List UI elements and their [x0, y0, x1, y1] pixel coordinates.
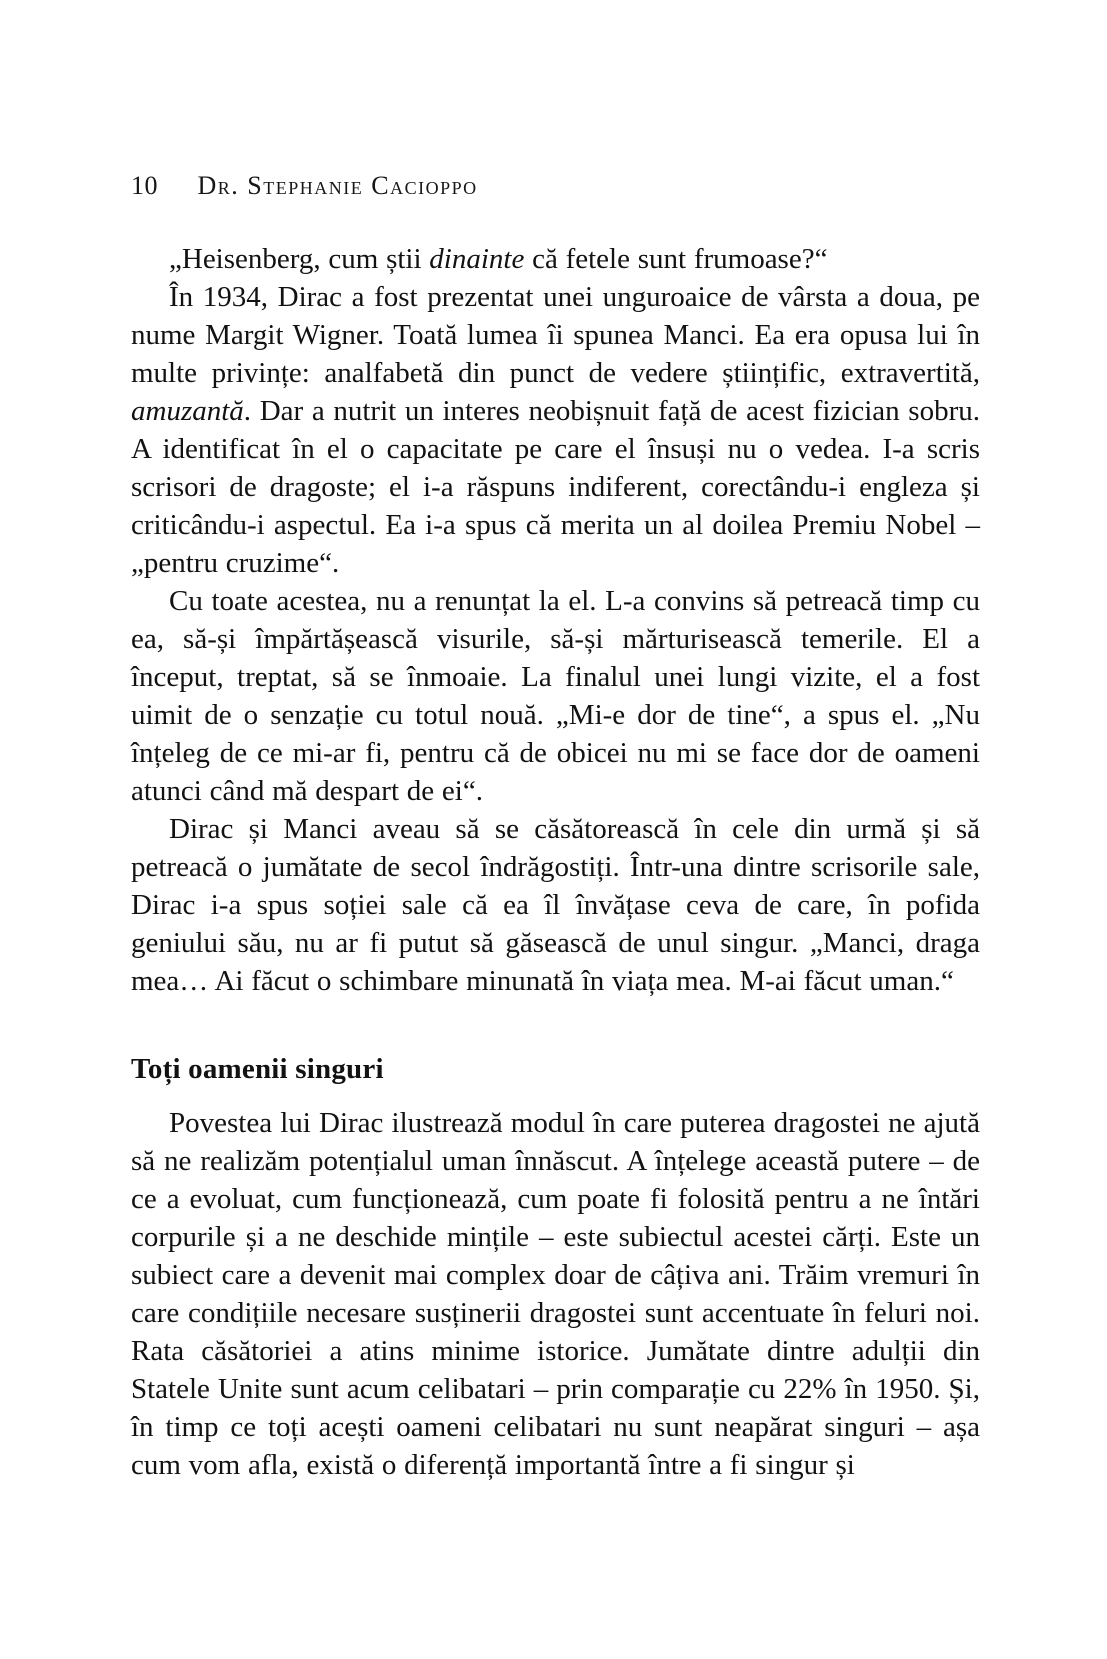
page-header	[131, 172, 980, 200]
running-head-author: Dr. Stephanie Cacioppo	[197, 171, 478, 200]
italic-text: dinainte	[429, 243, 525, 275]
paragraph	[131, 240, 980, 278]
paragraph	[131, 1104, 980, 1484]
text-run: Dirac și Manci aveau să se căsătorească în cele din urmă și să petreacă o jumătate de secol îndrăgostiți. Într-una dintre scrisorile sale, Dirac i-a spus soției sale că ea îl învățase ceva de care, în pofida geniului său, nu ar fi putut să găsească de unul singur. „Manci, draga mea… Ai făcut o schimbare minunată în viața mea. M-ai făcut uman.“	[131, 813, 980, 997]
text-run: „Heisenberg, cum știi	[169, 243, 430, 275]
text-run: . Dar a nutrit un interes neobișnuit față de acest fizician sobru. A identificat în el o capacitate pe care el însuși nu o vedea. I-a scris scrisori de dragoste; el i-a răspuns indiferent, corectându-i engleza și criticându-i aspectul. Ea i-a spus că merita un al doilea Premiu Nobel – „pentru cruzime“.	[131, 395, 980, 579]
paragraph	[131, 810, 980, 1000]
text-run: Povestea lui Dirac ilustrează modul în care puterea dragostei ne ajută să ne realizăm potențialul uman înnăscut. A înțelege această putere – de ce a evoluat, cum funcționează, cum poate fi folosită pentru a ne întări corpurile și a ne deschide mințile – este subiectul acestei cărți. Este un subiect care a devenit mai complex doar de câțiva ani. Trăim vremuri în care condițiile necesare susținerii dragostei sunt accentuate în feluri noi. Rata căsătoriei a atins minime istorice. Jumătate dintre adulții din Statele Unite sunt acum celibatari – prin comparație cu 22% în 1950. Și, în timp ce toți acești oameni celibatari nu sunt neapărat singuri – așa cum vom afla, există o diferență importantă între a fi singur și	[131, 1107, 980, 1481]
paragraph	[131, 278, 980, 582]
page-number: 10	[131, 171, 158, 200]
paragraph	[131, 582, 980, 810]
section-heading	[131, 1050, 980, 1088]
text-body	[131, 240, 980, 1484]
text-run: Toți oamenii singuri	[131, 1053, 384, 1085]
italic-text: amuzantă	[131, 395, 244, 427]
text-run: că fetele sunt frumoase?“	[524, 243, 828, 275]
text-run: În 1934, Dirac a fost prezentat unei unguroaice de vârsta a doua, pe nume Margit Wigner. Toată lumea îi spunea Manci. Ea era opusa lui în multe privințe: analfabetă din punct de vedere științific, extravertită,	[131, 281, 980, 389]
text-run: Cu toate acestea, nu a renunțat la el. L-a convins să petreacă timp cu ea, să-și împărtășească visurile, să-și mărturisească temerile. El a început, treptat, să se înmoaie. La finalul unei lungi vizite, el a fost uimit de o senzație cu totul nouă. „Mi-e dor de tine“, a spus el. „Nu înțeleg de ce mi-ar fi, pentru că de obicei nu mi se face dor de oameni atunci când mă despart de ei“.	[131, 585, 980, 807]
